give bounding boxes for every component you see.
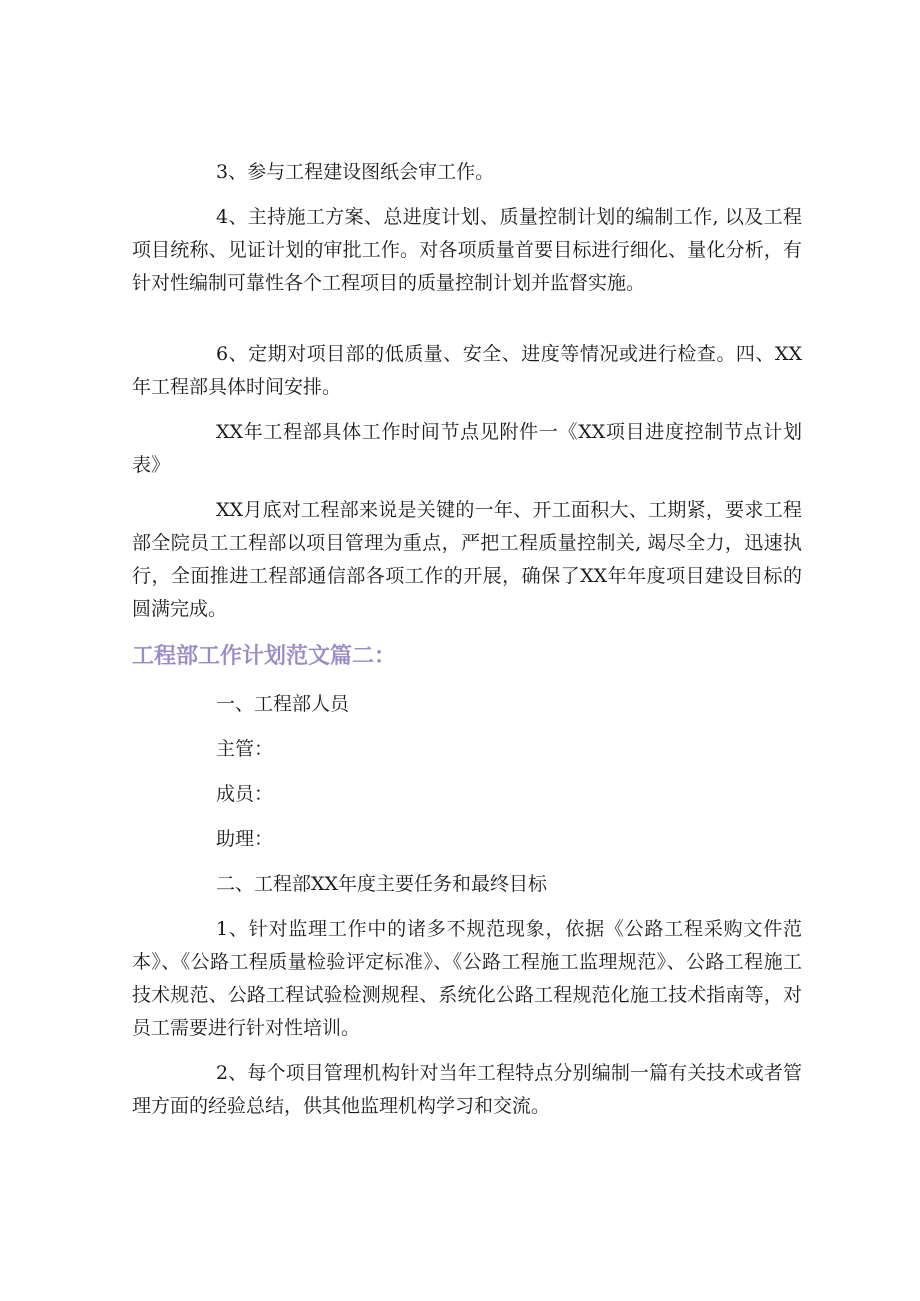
section-heading: 工程部工作计划范文篇二： bbox=[132, 643, 397, 669]
tasks-title: 二、工程部XX年度主要任务和最终目标 bbox=[216, 873, 548, 895]
assistant-label: 助理： bbox=[216, 828, 274, 850]
paragraph-closing: XX月底对工程部来说是关键的一年、开工面积大、工期紧，要求工程部全院员工工程部以项目管理为重点，严把工程质量控制关, 竭尽全力，迅速执行，全面推进工程部通信部各项工作的开展，确保了XX年年度项目建设目标的圆满完成。 bbox=[132, 499, 802, 620]
paragraph-item-6: 6、定期对项目部的低质量、安全、进度等情况或进行检查。四、XX年工程部具体时间安排。 bbox=[132, 343, 802, 398]
paragraph-schedule-note: XX年工程部具体工作时间节点见附件一《XX项目进度控制节点计划表》 bbox=[132, 421, 802, 476]
paragraph-item-3: 3、参与工程建设图纸会审工作。 bbox=[216, 161, 495, 183]
manager-label: 主管： bbox=[216, 738, 274, 760]
staff-title: 一、工程部人员 bbox=[216, 693, 350, 715]
paragraph-task-2: 2、每个项目管理机构针对当年工程特点分别编制一篇有关技术或者管理方面的经验总结，供其他监理机构学习和交流。 bbox=[132, 1062, 802, 1117]
paragraph-task-1: 1、针对监理工作中的诸多不规范现象，依据《公路工程采购文件范本》、《公路工程质量检验评定标准》、《公路工程施工监理规范》、公路工程施工技术规范、公路工程试验检测规程、系统化公路工程规范化施工技术指南等，对员工需要进行针对性培训。 bbox=[132, 918, 802, 1039]
document-body bbox=[132, 156, 802, 1135]
paragraph-item-4: 4、主持施工方案、总进度计划、质量控制计划的编制工作, 以及工程项目统称、见证计划的审批工作。对各项质量首要目标进行细化、量化分析，有针对性编制可靠性各个工程项目的质量控制计划并监督实施。 bbox=[132, 206, 802, 294]
members-label: 成员： bbox=[216, 783, 274, 805]
